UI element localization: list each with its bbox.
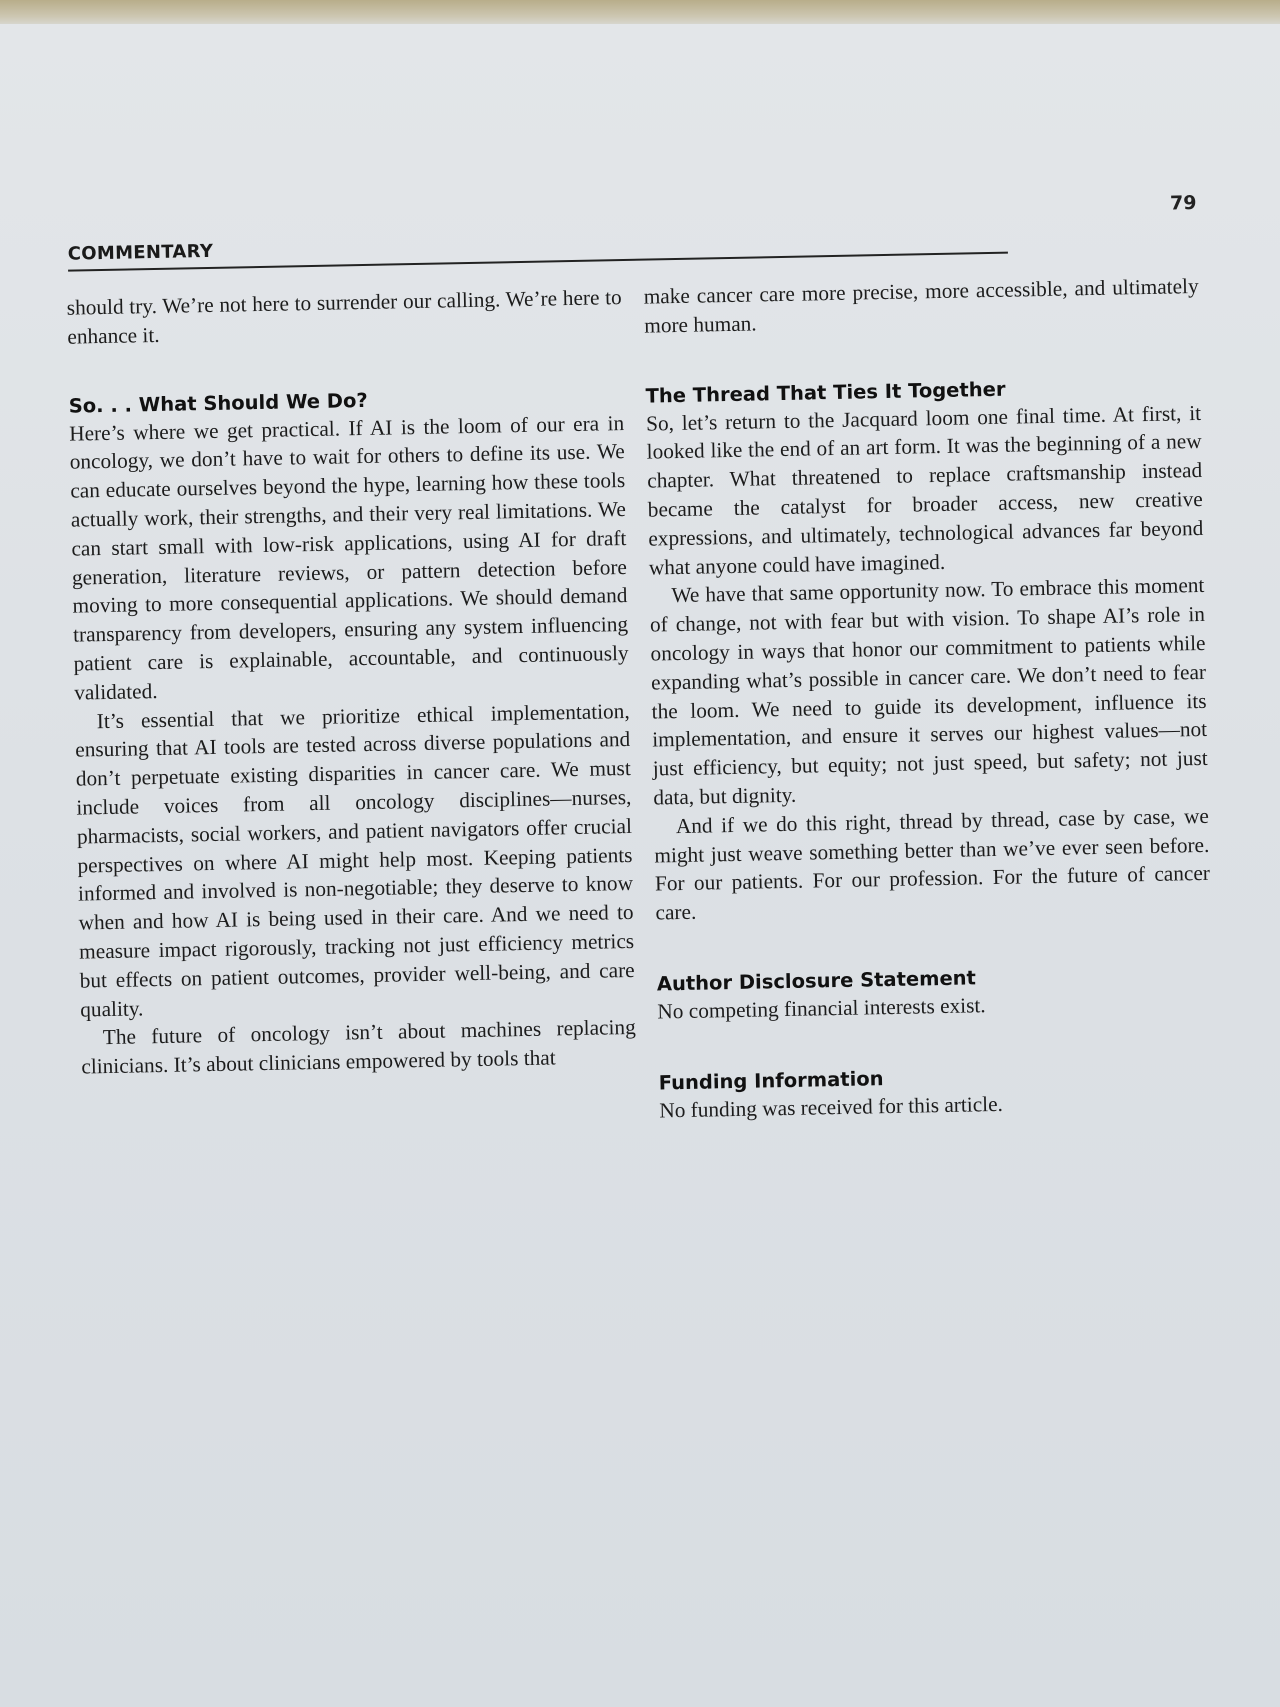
paragraph: It’s essential that we prioritize ethical implementation, ensuring that AI tools are tested across diverse populations and don’t perpetuate existing disparities in cancer care. We must include voices from all oncology disciplines—nurses, pharmacists, social workers, and patient navigators offer crucial perspectives on where AI might help most. Keeping patients informed and involved is non-negotiable; they deserve to know when and how AI is being used in their care. And we need to measure impact rigorously, tracking not just efficiency metrics but effects on patient outcomes, provider well-being, and care quality. — [75, 698, 635, 1022]
paragraph: The future of oncology isn’t about machines replacing clinicians. It’s about clinicians empowered by tools that — [81, 1015, 636, 1079]
paragraph: Here’s where we get practical. If AI is the loom of our era in oncology, we don’t have to wait for others to define its use. We can educate ourselves beyond the hype, learning how these tools actually work, their strengths, and their very real limitations. We can start small with low-risk applications, using AI for draft generation, literature reviews, or pattern detection before moving to more consequential applications. We should demand transparency from developers, ensuring any system influencing patient care is explainable, accountable, and continuously validated. — [68, 410, 629, 705]
running-head: COMMENTARY — [68, 226, 1008, 272]
paragraph-continued: make cancer care more precise, more accessible, and ultimately more human. — [643, 273, 1199, 338]
section-heading-what-should-we-do: So. . . What Should We Do? — [68, 388, 368, 418]
paragraph: And if we do this right, thread by thread, case by case, we might just weave something better than we’ve ever seen before. For our patients. For our profession. For the future of cancer care. — [654, 803, 1211, 925]
page-number: 79 — [1169, 191, 1197, 215]
paragraph: So, let’s return to the Jacquard loom one final time. At first, it looked like the end of an art form. It was the beginning of a new chapter. What threatened to replace craftsmanship instead became the catalyst for broader access, new creative expressions, and ultimately, technological advances far beyond what anyone could have imagined. — [645, 400, 1204, 580]
journal-page — [0, 24, 1280, 1707]
disclosure-text: No competing financial interests exist. — [657, 993, 986, 1024]
paragraph: We have that same opportunity now. To embrace this moment of change, not with fear but with vision. To shape AI’s role in oncology in ways that honor our commitment to patients while expanding what’s possible in cancer care. We don’t need to fear the loom. We need to guide its development, influence its implementation, and ensure it serves our highest values—not just efficiency, but equity; not just speed, but safety; not just data, but dignity. — [649, 573, 1208, 810]
paragraph-continued: should try. We’re not here to surrender our calling. We’re here to enhance it. — [66, 285, 622, 349]
right-column — [643, 272, 1214, 1125]
page-content — [50, 191, 1240, 1123]
section-heading-funding: Funding Information — [658, 1066, 884, 1095]
section-heading-disclosure: Author Disclosure Statement — [656, 966, 977, 996]
section-heading-thread: The Thread That Ties It Together — [645, 377, 1006, 408]
funding-text: No funding was received for this article. — [659, 1091, 1004, 1123]
left-column — [67, 283, 637, 1081]
